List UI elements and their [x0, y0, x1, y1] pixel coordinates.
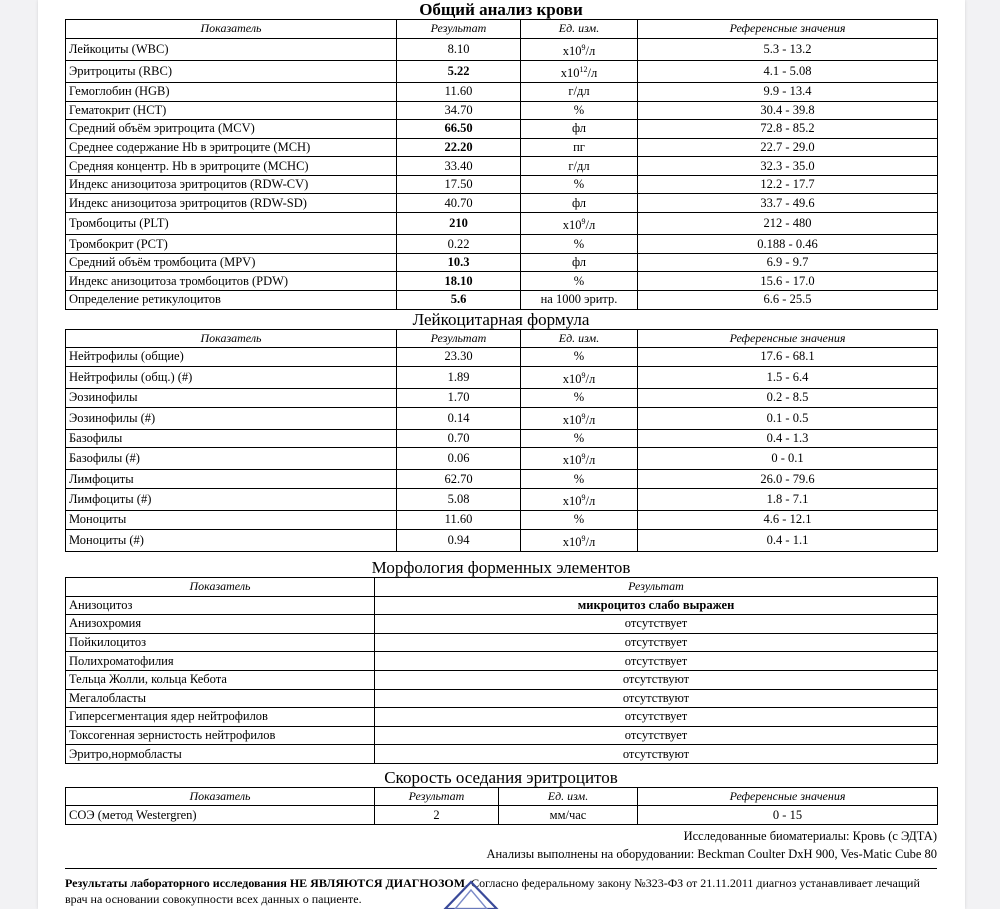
esr-rows [66, 806, 938, 825]
reference-range: 0 - 15 [638, 806, 938, 825]
parameter-name: СОЭ (метод Westergren) [66, 806, 375, 825]
unit-exponent: 9 [581, 411, 586, 421]
cbc-row [66, 291, 938, 310]
unit-base: фл [571, 195, 587, 210]
unit-base: x10 [562, 371, 582, 386]
unit [521, 175, 638, 194]
unit-base: % [573, 177, 585, 192]
esr-row [66, 806, 938, 825]
unit [521, 366, 638, 388]
result-value: отсутствуют [375, 689, 938, 708]
result-value: отсутствует [375, 708, 938, 727]
report-page [38, 0, 965, 909]
cbc-row [66, 138, 938, 157]
cbc-row [66, 175, 938, 194]
cbc-row [66, 194, 938, 213]
header-parameter: Показатель [66, 787, 375, 806]
parameter-name: Эритро,нормобласты [66, 745, 375, 764]
result-value: 0.06 [397, 448, 521, 470]
result-value: 66.50 [397, 120, 521, 139]
unit-base: г/дл [568, 158, 590, 173]
unit [521, 157, 638, 176]
unit [521, 489, 638, 511]
result-value: 1.70 [397, 388, 521, 407]
unit-exponent: 9 [581, 533, 586, 543]
unit [521, 235, 638, 254]
cbc-title: Общий анализ крови [419, 0, 583, 19]
parameter-name: Эозинофилы (#) [66, 407, 397, 429]
result-value: 0.94 [397, 529, 521, 551]
leuko-title: Лейкоцитарная формула [412, 309, 590, 329]
unit-exponent: 9 [581, 452, 586, 462]
result-value: 5.22 [397, 60, 521, 82]
unit-tail: /л [585, 453, 596, 468]
morph-row [66, 652, 938, 671]
header-reference: Референсные значения [638, 20, 938, 39]
leuko-row [66, 388, 938, 407]
morph-table [65, 577, 938, 764]
unit-base: фл [571, 121, 587, 136]
cbc-row [66, 82, 938, 101]
unit [521, 448, 638, 470]
unit [521, 60, 638, 82]
unit-base: % [573, 349, 585, 364]
header-result: Результат [397, 329, 521, 348]
reference-range: 4.6 - 12.1 [638, 511, 938, 530]
parameter-name: Анизоцитоз [66, 596, 375, 615]
parameter-name: Среднее содержание Hb в эритроците (MCH) [66, 138, 397, 157]
reference-range: 22.7 - 29.0 [638, 138, 938, 157]
cbc-row [66, 101, 938, 120]
header-result: Результат [397, 20, 521, 39]
parameter-name: Полихроматофилия [66, 652, 375, 671]
morph-row [66, 726, 938, 745]
header-parameter: Показатель [66, 577, 375, 596]
unit-base: x10 [562, 494, 582, 509]
unit-exponent: 12 [579, 64, 588, 74]
parameter-name: Средний объём эритроцита (MCV) [66, 120, 397, 139]
result-value: 11.60 [397, 511, 521, 530]
leuko-row [66, 529, 938, 551]
parameter-name: Средний объём тромбоцита (MPV) [66, 253, 397, 272]
reference-range: 0.2 - 8.5 [638, 388, 938, 407]
reference-range: 32.3 - 35.0 [638, 157, 938, 176]
header-parameter: Показатель [66, 329, 397, 348]
parameter-name: Индекс анизоцитоза эритроцитов (RDW-SD) [66, 194, 397, 213]
leuko-table [65, 329, 938, 552]
result-value: 1.89 [397, 366, 521, 388]
unit-tail: /л [585, 412, 596, 427]
reference-range: 1.5 - 6.4 [638, 366, 938, 388]
reference-range: 212 - 480 [638, 213, 938, 235]
report-content [65, 0, 937, 907]
unit-base: % [573, 430, 585, 445]
parameter-name: Лейкоциты (WBC) [66, 38, 397, 60]
reference-range: 33.7 - 49.6 [638, 194, 938, 213]
unit [521, 253, 638, 272]
cbc-row [66, 60, 938, 82]
parameter-name: Эозинофилы [66, 388, 397, 407]
cbc-row [66, 157, 938, 176]
reference-range: 9.9 - 13.4 [638, 82, 938, 101]
parameter-name: Нейтрофилы (общ.) (#) [66, 366, 397, 388]
result-value: 8.10 [397, 38, 521, 60]
morph-row [66, 596, 938, 615]
header-unit: Ед. изм. [521, 329, 638, 348]
cbc-row [66, 38, 938, 60]
reference-range: 15.6 - 17.0 [638, 272, 938, 291]
divider [65, 868, 937, 869]
unit-base: x10 [562, 412, 582, 427]
unit-exponent: 9 [581, 217, 586, 227]
unit-base: г/дл [568, 84, 590, 99]
result-value: отсутствует [375, 726, 938, 745]
result-value: 2 [375, 806, 499, 825]
header-result: Результат [375, 787, 499, 806]
header-parameter: Показатель [66, 20, 397, 39]
unit [521, 213, 638, 235]
esr-header-row [66, 787, 938, 806]
result-value: 17.50 [397, 175, 521, 194]
unit [521, 470, 638, 489]
result-value: 22.20 [397, 138, 521, 157]
unit-base: x10 [562, 43, 582, 58]
unit-base: % [573, 273, 585, 288]
lab-logo-triangle-icon [441, 880, 501, 909]
parameter-name: Моноциты (#) [66, 529, 397, 551]
reference-range: 4.1 - 5.08 [638, 60, 938, 82]
esr-title: Скорость оседания эритроцитов [384, 767, 618, 787]
cbc-row [66, 235, 938, 254]
cbc-header-row [66, 20, 938, 39]
result-value: отсутствует [375, 633, 938, 652]
unit-base: x10 [560, 65, 580, 80]
result-value: 10.3 [397, 253, 521, 272]
reference-range: 6.9 - 9.7 [638, 253, 938, 272]
parameter-name: Тромбоциты (PLT) [66, 213, 397, 235]
morph-row [66, 633, 938, 652]
parameter-name: Лимфоциты (#) [66, 489, 397, 511]
parameter-name: Нейтрофилы (общие) [66, 348, 397, 367]
leuko-row [66, 489, 938, 511]
reference-range: 26.0 - 79.6 [638, 470, 938, 489]
leuko-row [66, 448, 938, 470]
unit-base: x10 [562, 453, 582, 468]
header-reference: Референсные значения [638, 329, 938, 348]
unit [521, 38, 638, 60]
unit-base: фл [571, 255, 587, 270]
parameter-name: Индекс анизоцитоза эритроцитов (RDW-CV) [66, 175, 397, 194]
result-value: 18.10 [397, 272, 521, 291]
leuko-row [66, 407, 938, 429]
unit [521, 511, 638, 530]
reference-range: 5.3 - 13.2 [638, 38, 938, 60]
header-reference: Референсные значения [638, 787, 938, 806]
parameter-name: Лимфоциты [66, 470, 397, 489]
result-value: отсутствуют [375, 670, 938, 689]
unit [521, 138, 638, 157]
cbc-row [66, 253, 938, 272]
parameter-name: Гемоглобин (HGB) [66, 82, 397, 101]
unit-base: на 1000 эритр. [540, 292, 618, 307]
header-result: Результат [375, 577, 938, 596]
leuko-row [66, 366, 938, 388]
reference-range: 30.4 - 39.8 [638, 101, 938, 120]
unit-base: % [573, 471, 585, 486]
result-value: 0.14 [397, 407, 521, 429]
cbc-row [66, 272, 938, 291]
leuko-row [66, 429, 938, 448]
parameter-name: Определение ретикулоцитов [66, 291, 397, 310]
parameter-name: Базофилы [66, 429, 397, 448]
parameter-name: Эритроциты (RBC) [66, 60, 397, 82]
reference-range: 12.2 - 17.7 [638, 175, 938, 194]
morph-row [66, 745, 938, 764]
result-value: 0.70 [397, 429, 521, 448]
unit-base: % [573, 390, 585, 405]
unit [521, 348, 638, 367]
leuko-row [66, 348, 938, 367]
result-value: отсутствуют [375, 745, 938, 764]
unit [521, 388, 638, 407]
parameter-name: Пойкилоцитоз [66, 633, 375, 652]
unit-base: % [573, 102, 585, 117]
parameter-name: Индекс анизоцитоза тромбоцитов (PDW) [66, 272, 397, 291]
result-value: 0.22 [397, 235, 521, 254]
reference-range: 0.4 - 1.3 [638, 429, 938, 448]
reference-range: 1.8 - 7.1 [638, 489, 938, 511]
parameter-name: Моноциты [66, 511, 397, 530]
parameter-name: Мегалобласты [66, 689, 375, 708]
parameter-name: Средняя концентр. Hb в эритроците (MCHC) [66, 157, 397, 176]
unit [521, 194, 638, 213]
unit [521, 429, 638, 448]
morph-title: Морфология форменных элементов [371, 557, 631, 577]
unit-base: пг [573, 139, 585, 154]
equipment-note: Анализы выполнены на оборудовании: Beckman Coulter DxH 900, Ves-Matic Cube 80 [486, 847, 937, 862]
unit [521, 272, 638, 291]
leuko-row [66, 511, 938, 530]
parameter-name: Гиперсегментация ядер нейтрофилов [66, 708, 375, 727]
cbc-row [66, 213, 938, 235]
parameter-name: Токсогенная зернистость нейтрофилов [66, 726, 375, 745]
header-unit: Ед. изм. [499, 787, 638, 806]
result-value: 23.30 [397, 348, 521, 367]
unit [521, 101, 638, 120]
esr-table [65, 787, 938, 825]
disclaimer [65, 875, 937, 907]
leuko-header-row [66, 329, 938, 348]
unit-tail: /л [587, 65, 598, 80]
reference-range: 0.1 - 0.5 [638, 407, 938, 429]
reference-range: 0.4 - 1.1 [638, 529, 938, 551]
result-value: 33.40 [397, 157, 521, 176]
unit [521, 529, 638, 551]
morph-row [66, 689, 938, 708]
reference-range: 0.188 - 0.46 [638, 235, 938, 254]
morph-row [66, 615, 938, 634]
unit-base: % [573, 236, 585, 251]
parameter-name: Базофилы (#) [66, 448, 397, 470]
unit [499, 806, 638, 825]
unit-base: x10 [562, 534, 582, 549]
result-value: 5.08 [397, 489, 521, 511]
morph-row [66, 670, 938, 689]
unit-exponent: 9 [581, 370, 586, 380]
morph-rows [66, 596, 938, 763]
parameter-name: Гематокрит (HCT) [66, 101, 397, 120]
morph-header-row [66, 577, 938, 596]
unit-tail: /л [585, 218, 596, 233]
reference-range: 0 - 0.1 [638, 448, 938, 470]
morph-row [66, 708, 938, 727]
unit [521, 291, 638, 310]
result-value: микроцитоз слабо выражен [375, 596, 938, 615]
disclaimer-text: Согласно федеральному закону №323-ФЗ от 21.11.2011 диагноз устанавливает лечащий врач на основании совокупности всех данных о пациенте. [65, 876, 920, 907]
unit-exponent: 9 [581, 42, 586, 52]
cbc-table [65, 19, 938, 310]
parameter-name: Тельца Жолли, кольца Кебота [66, 670, 375, 689]
result-value: 11.60 [397, 82, 521, 101]
unit [521, 120, 638, 139]
reference-range: 72.8 - 85.2 [638, 120, 938, 139]
parameter-name: Анизохромия [66, 615, 375, 634]
disclaimer-bold: Результаты лабораторного исследования НЕ ЯВЛЯЮТСЯ ДИАГНОЗОМ. [65, 876, 469, 891]
unit-tail: /л [585, 371, 596, 386]
unit-tail: /л [585, 494, 596, 509]
unit-tail: /л [585, 43, 596, 58]
biomaterial-note: Исследованные биоматериалы: Кровь (с ЭДТА) [683, 829, 937, 844]
result-value: отсутствует [375, 615, 938, 634]
result-value: отсутствует [375, 652, 938, 671]
reference-range: 17.6 - 68.1 [638, 348, 938, 367]
result-value: 34.70 [397, 101, 521, 120]
result-value: 40.70 [397, 194, 521, 213]
unit [521, 407, 638, 429]
cbc-row [66, 120, 938, 139]
header-unit: Ед. изм. [521, 20, 638, 39]
unit-exponent: 9 [581, 493, 586, 503]
unit-base: % [573, 512, 585, 527]
result-value: 210 [397, 213, 521, 235]
leuko-rows [66, 348, 938, 552]
reference-range: 6.6 - 25.5 [638, 291, 938, 310]
unit-base: мм/час [549, 807, 587, 822]
result-value: 5.6 [397, 291, 521, 310]
result-value: 62.70 [397, 470, 521, 489]
unit-tail: /л [585, 534, 596, 549]
unit [521, 82, 638, 101]
leuko-row [66, 470, 938, 489]
parameter-name: Тромбокрит (PCT) [66, 235, 397, 254]
cbc-rows [66, 38, 938, 309]
unit-base: x10 [562, 218, 582, 233]
